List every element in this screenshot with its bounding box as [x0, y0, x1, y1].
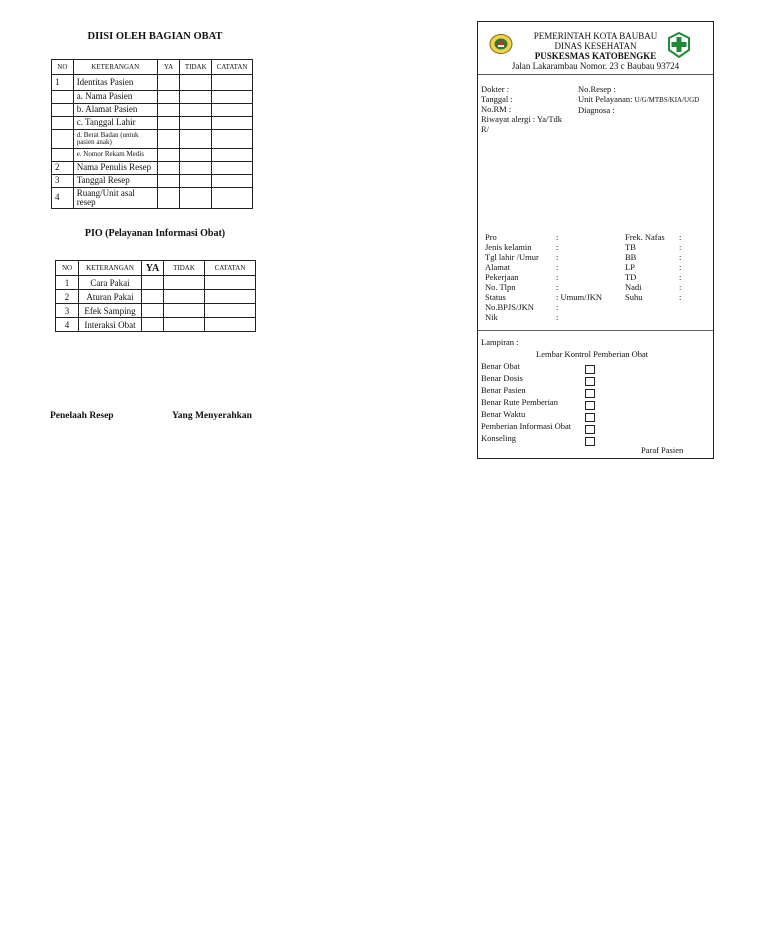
patient-label: Pro	[485, 232, 497, 242]
checkbox-konseling[interactable]	[585, 437, 595, 446]
unit-label: Unit Pelayanan:	[578, 94, 633, 104]
ya-cell[interactable]	[157, 91, 180, 104]
lampiran-field: Lampiran :	[481, 337, 519, 347]
vital-label: Suhu	[625, 292, 643, 302]
table-row	[52, 130, 253, 149]
vital-label: LP	[625, 262, 635, 272]
catatan-cell[interactable]	[205, 276, 256, 290]
patient-value: :	[556, 232, 559, 242]
patient-value: :	[556, 272, 559, 282]
control-item: Benar Waktu	[481, 409, 526, 419]
catatan-cell[interactable]	[212, 188, 253, 209]
row-label: Efek Samping	[79, 304, 142, 318]
col-keterangan: KETERANGAN	[73, 60, 157, 75]
verification-title: DIISI OLEH BAGIAN OBAT	[87, 31, 223, 42]
row-label: Ruang/Unit asal resep	[73, 188, 157, 209]
row-label: d. Berat Badan (untuk pasien anak)	[73, 130, 157, 149]
tidak-cell[interactable]	[164, 318, 205, 332]
catatan-cell[interactable]	[212, 75, 253, 91]
col-keterangan: KETERANGAN	[79, 261, 142, 276]
field-no-resep: No.Resep :	[578, 84, 616, 94]
table-row	[52, 149, 253, 162]
control-item: Benar Pasien	[481, 385, 526, 395]
pio-table	[55, 260, 256, 332]
tidak-cell[interactable]	[164, 290, 205, 304]
patient-value: :	[556, 242, 559, 252]
control-item: Pemberian Informasi Obat	[481, 421, 572, 431]
tidak-cell[interactable]	[180, 104, 212, 117]
tidak-cell[interactable]	[180, 162, 212, 175]
vital-value: :	[679, 252, 682, 262]
patient-value: :	[556, 262, 559, 272]
signature-penyerah: Yang Menyerahkan	[172, 411, 252, 421]
ya-cell[interactable]	[157, 162, 180, 175]
vital-labels	[625, 232, 665, 302]
table-row: 2 Aturan Pakai	[56, 290, 256, 304]
control-item: Konseling	[481, 433, 516, 443]
col-no: NO	[56, 261, 79, 276]
header-line-3: PUSKESMAS KATOBENGKE	[534, 51, 657, 61]
col-no: NO	[52, 60, 74, 75]
table-row: 2 Nama Penulis Resep	[52, 162, 253, 175]
row-label: Identitas Pasien	[73, 75, 157, 91]
patient-label: Tgl lahir /Umur	[485, 252, 539, 262]
table-row: 1 Identitas Pasien	[52, 75, 253, 91]
catatan-cell[interactable]	[205, 318, 256, 332]
patient-label: No. Tlpn	[485, 282, 516, 292]
patient-value: :	[556, 302, 559, 312]
row-label: Tanggal Resep	[73, 175, 157, 188]
signature-penelaah: Penelaah Resep	[50, 411, 114, 421]
table-header-row	[52, 60, 253, 75]
tidak-cell[interactable]	[180, 75, 212, 91]
section-divider	[478, 330, 713, 331]
row-label: b. Alamat Pasien	[73, 104, 157, 117]
header-line-4: Jalan Lakarambau Nomor. 23 c Baubau 93724	[511, 61, 680, 71]
field-unit-pelayanan	[578, 94, 699, 105]
row-label: Interaksi Obat	[79, 318, 142, 332]
tidak-cell[interactable]	[180, 117, 212, 130]
vital-label: Nadi	[625, 282, 642, 292]
tidak-cell[interactable]	[164, 304, 205, 318]
row-label: c. Tanggal Lahir	[73, 117, 157, 130]
paraf-pasien: Paraf Pasien	[641, 445, 684, 455]
row-label: Cara Pakai	[79, 276, 142, 290]
table-header-row	[56, 261, 256, 276]
catatan-cell[interactable]	[212, 149, 253, 162]
vital-label: TB	[625, 242, 636, 252]
tidak-cell[interactable]	[180, 130, 212, 149]
row-label: Nama Penulis Resep	[73, 162, 157, 175]
field-diagnosa: Diagnosa :	[578, 105, 615, 115]
row-label: a. Nama Pasien	[73, 91, 157, 104]
header-line-2: DINAS KESEHATAN	[554, 41, 637, 51]
patient-label: No.BPJS/JKN	[485, 302, 534, 312]
patient-value: :	[556, 282, 559, 292]
control-list	[481, 361, 571, 445]
header-line-1: PEMERINTAH KOTA BAUBAU	[533, 31, 658, 41]
table-row	[52, 117, 253, 130]
patient-label: Nik	[485, 312, 498, 322]
field-riwayat-alergi: Riwayat alergi : Ya/Tdk	[481, 114, 563, 124]
patient-value: : Umum/JKN	[556, 292, 603, 302]
tidak-cell[interactable]	[180, 188, 212, 209]
tidak-cell[interactable]	[180, 149, 212, 162]
table-row	[52, 91, 253, 104]
ya-cell[interactable]	[157, 104, 180, 117]
vital-value: :	[679, 242, 682, 252]
field-r: R/	[481, 124, 490, 134]
patient-label: Alamat	[485, 262, 511, 272]
catatan-cell[interactable]	[212, 117, 253, 130]
patient-label: Status	[485, 292, 506, 302]
vital-value: :	[679, 272, 682, 282]
table-row: 3 Tanggal Resep	[52, 175, 253, 188]
col-ya: YA	[142, 261, 164, 276]
tidak-cell[interactable]	[180, 91, 212, 104]
puskesmas-cross-icon	[667, 32, 691, 58]
catatan-cell[interactable]	[205, 290, 256, 304]
field-tanggal: Tanggal :	[481, 94, 513, 104]
catatan-cell[interactable]	[212, 104, 253, 117]
field-dokter: Dokter :	[481, 84, 510, 94]
table-row: 1 Cara Pakai	[56, 276, 256, 290]
patient-value: :	[556, 252, 559, 262]
control-item: Benar Dosis	[481, 373, 523, 383]
vital-label: BB	[625, 252, 637, 262]
patient-label: Pekerjaan	[485, 272, 519, 282]
patient-labels	[485, 232, 539, 322]
verification-table	[51, 59, 253, 209]
city-emblem-icon	[489, 33, 513, 55]
field-no-rm: No.RM :	[481, 104, 512, 114]
vital-value: :	[679, 232, 682, 242]
ya-cell[interactable]	[142, 290, 164, 304]
ya-cell[interactable]	[157, 117, 180, 130]
control-item: Benar Rute Pemberian	[481, 397, 558, 407]
tidak-cell[interactable]	[164, 276, 205, 290]
checkbox-benar-dosis[interactable]	[585, 377, 595, 386]
catatan-cell[interactable]	[205, 304, 256, 318]
vital-value: :	[679, 282, 682, 292]
col-ya: YA	[157, 60, 180, 75]
ya-cell[interactable]	[157, 188, 180, 209]
vital-values	[679, 232, 681, 302]
col-catatan: CATATAN	[205, 261, 256, 276]
checkbox-benar-waktu[interactable]	[585, 413, 595, 422]
ya-cell[interactable]	[157, 130, 180, 149]
vital-value: :	[679, 262, 682, 272]
catatan-cell[interactable]	[212, 130, 253, 149]
tidak-cell[interactable]	[180, 175, 212, 188]
table-row: 4 Interaksi Obat	[56, 318, 256, 332]
pio-title: PIO (Pelayanan Informasi Obat)	[84, 228, 226, 239]
col-tidak: TIDAK	[164, 261, 205, 276]
control-title: Lembar Kontrol Pemberian Obat	[536, 349, 649, 359]
checkbox-pio[interactable]	[585, 425, 595, 434]
patient-values	[556, 232, 602, 322]
catatan-cell[interactable]	[212, 91, 253, 104]
table-row: 3 Efek Samping	[56, 304, 256, 318]
vital-label: TD	[625, 272, 637, 282]
table-row	[52, 104, 253, 117]
unit-value: U/G/MTBS/KIA/UGD	[634, 96, 700, 104]
ya-cell[interactable]	[157, 175, 180, 188]
checkbox-benar-obat[interactable]	[585, 365, 595, 374]
vital-label: Frek. Nafas	[625, 232, 665, 242]
catatan-cell[interactable]	[212, 162, 253, 175]
col-catatan: CATATAN	[212, 60, 253, 75]
ya-cell[interactable]	[142, 318, 164, 332]
control-item: Benar Obat	[481, 361, 520, 371]
table-row: 4 Ruang/Unit asal resep	[52, 188, 253, 209]
catatan-cell[interactable]	[212, 175, 253, 188]
checkbox-benar-rute[interactable]	[585, 401, 595, 410]
patient-value: :	[556, 312, 559, 322]
ya-cell[interactable]	[142, 276, 164, 290]
patient-label: Jenis kelamin	[485, 242, 532, 252]
ya-cell[interactable]	[142, 304, 164, 318]
vital-value: :	[679, 292, 682, 302]
row-label: Aturan Pakai	[79, 290, 142, 304]
prescription-card	[477, 21, 714, 459]
row-label: e. Nomor Rekam Medis	[73, 149, 157, 162]
col-tidak: TIDAK	[180, 60, 212, 75]
ya-cell[interactable]	[157, 75, 180, 91]
checkbox-benar-pasien[interactable]	[585, 389, 595, 398]
ya-cell[interactable]	[157, 149, 180, 162]
